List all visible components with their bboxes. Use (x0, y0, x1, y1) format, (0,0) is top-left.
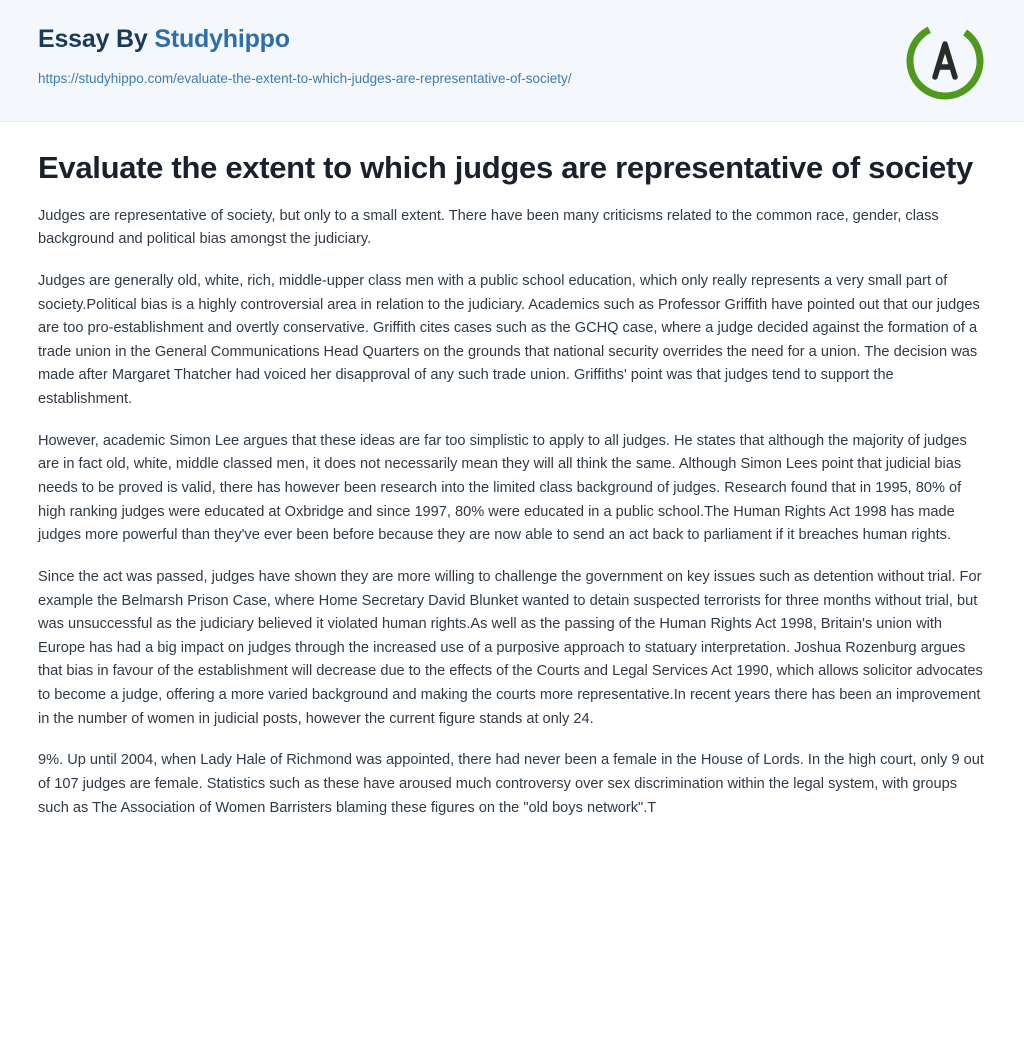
source-url-link[interactable]: https://studyhippo.com/evaluate-the-extent-to-which-judges-are-representative-of-society/ (38, 70, 572, 86)
article-paragraph: Judges are generally old, white, rich, middle-upper class men with a public school education, which only really represents a very small part of society.Political bias is a highly controversial area in relation to the judiciary. Academics such as Professor Griffith have pointed out that our judges are too pro-establishment and overtly conservative. Griffith cites cases such as the GCHQ case, where a judge decided against the formation of a trade union in the General Communications Head Quarters on the grounds that national security overrides the need for a union. The decision was made after Margaret Thatcher had voiced her disapproval of any such trade union. Griffiths' point was that judges tend to support the establishment. (38, 272, 980, 408)
site-header (0, 0, 1024, 122)
page-title: Evaluate the extent to which judges are representative of society (38, 150, 973, 185)
article-paragraph: Judges are representative of society, but only to a small extent. There have been many criticisms related to the common race, gender, class background and political bias amongst the judiciary. (38, 207, 939, 248)
site-brand (38, 26, 986, 54)
article-body (0, 122, 1024, 860)
studyhippo-a-logo-icon (902, 18, 988, 104)
article-paragraph: However, academic Simon Lee argues that these ideas are far too simplistic to apply to all judges. He states that although the majority of judges are in fact old, white, middle classed men, it does not necessarily mean they will all think the same. Although Simon Lees point that judicial bias needs to be proved is valid, there has however been research into the limited class background of judges. Research found that in 1995, 80% of high ranking judges were educated at Oxbridge and since 1997, 80% were educated in a public school.The Human Rights Act 1998 has made judges more powerful than they've ever been before because they are now able to send an act back to parliament if it breaches human rights. (38, 432, 967, 544)
brand-prefix: Essay By (38, 25, 155, 53)
article-paragraph: 9%. Up until 2004, when Lady Hale of Richmond was appointed, there had never been a female in the House of Lords. In the high court, only 9 out of 107 judges are female. Statistics such as these have aroused much controversy over sex discrimination within the legal system, with groups such as The Association of Women Barristers blaming these figures on the "old boys network".T (38, 752, 984, 816)
article-paragraph: Since the act was passed, judges have shown they are more willing to challenge the government on key issues such as detention without trial. For example the Belmarsh Prison Case, where Home Secretary David Blunket wanted to detain suspected terrorists for three months without trial, but was unsuccessful as the judiciary believed it violated human rights.As well as the passing of the Human Rights Act 1998, Britain's union with Europe has had a big impact on judges through the increased use of a purposive approach to statuary interpretation. Joshua Rozenburg argues that bias in favour of the establishment will decrease due to the effects of the Courts and Legal Services Act 1990, which allows solicitor advocates to become a judge, offering a more varied background and making the courts more representative.In recent years there has been an improvement in the number of women in judicial posts, however the current figure stands at only 24. (38, 568, 983, 727)
brand-name: Studyhippo (154, 25, 290, 53)
